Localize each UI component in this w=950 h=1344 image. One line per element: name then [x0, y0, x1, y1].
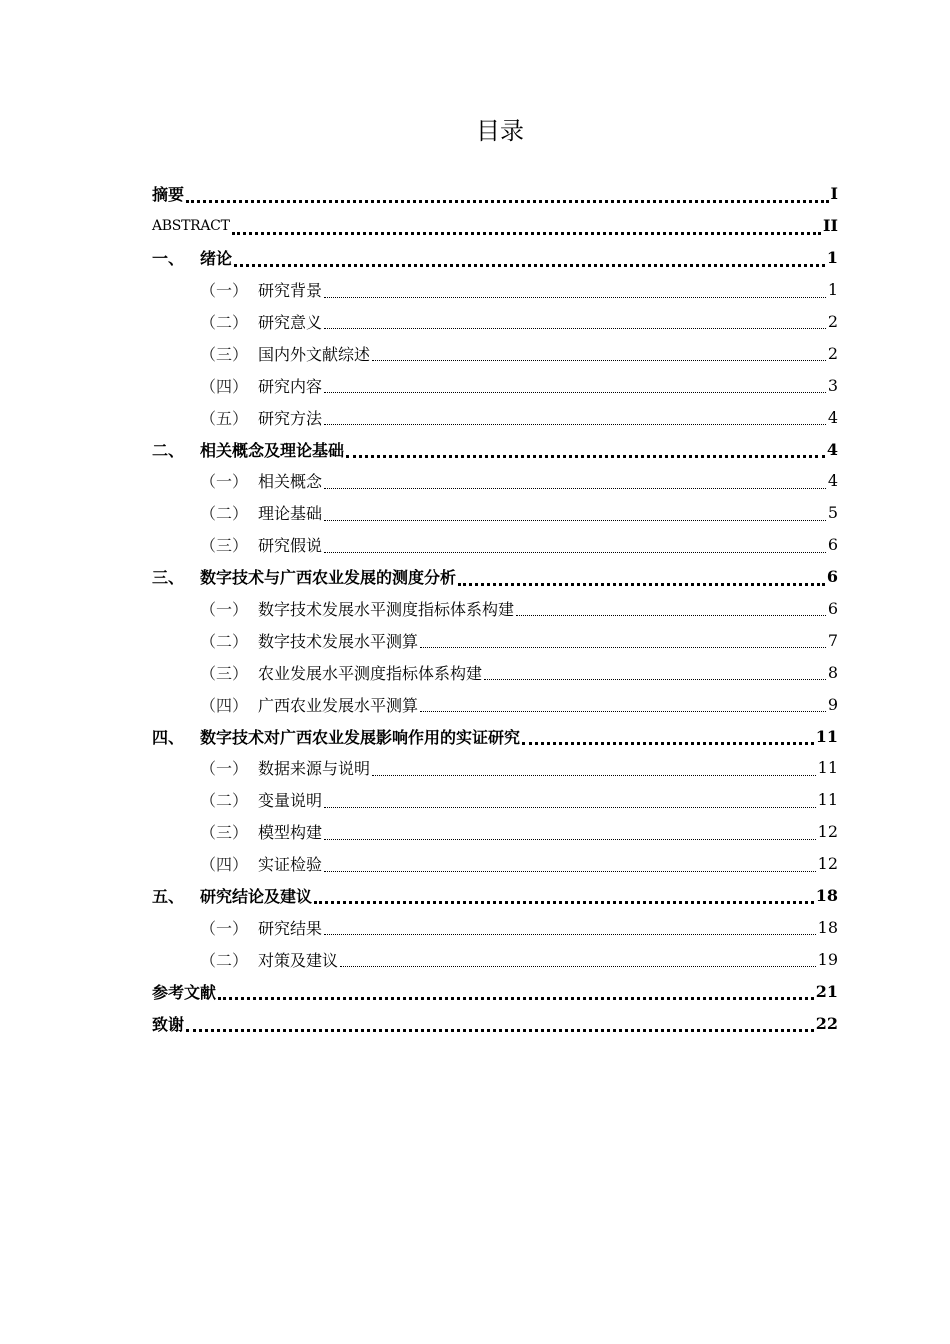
toc-entry-title: 相关概念及理论基础	[200, 440, 345, 460]
toc-entry-page-number: I	[830, 184, 838, 204]
toc-entry-title: 数字技术发展水平测度指标体系构建	[258, 600, 515, 620]
toc-entry-chapter[interactable]	[152, 433, 838, 465]
toc-entry-number: （三）	[200, 823, 249, 843]
toc-entry-title: 模型构建	[258, 823, 323, 843]
toc-entry-page-number: 4	[827, 471, 838, 491]
toc-entry-section[interactable]	[152, 656, 838, 688]
toc-entry-title: 研究内容	[258, 376, 323, 396]
toc-entry-section[interactable]	[152, 274, 838, 306]
toc-entry-number: 三、	[152, 568, 185, 588]
toc-entry-title: 研究结果	[258, 918, 323, 938]
dot-leader	[186, 1029, 814, 1032]
toc-entry-number: （一）	[200, 472, 249, 492]
dot-leader	[420, 647, 826, 648]
dot-leader	[324, 807, 816, 808]
toc-entry-page-number: 12	[817, 854, 838, 874]
toc-entry-page-number: 3	[827, 375, 838, 395]
toc-entry-page-number: 11	[817, 790, 838, 810]
toc-list	[152, 178, 838, 1039]
toc-entry-number: （二）	[200, 504, 249, 524]
toc-entry-section[interactable]	[152, 529, 838, 561]
toc-entry-title: 研究背景	[258, 281, 323, 301]
dot-leader	[516, 615, 826, 616]
toc-entry-page-number: 4	[827, 407, 838, 427]
dot-leader	[420, 711, 826, 712]
toc-entry-section[interactable]	[152, 624, 838, 656]
toc-entry-section[interactable]	[152, 816, 838, 848]
toc-entry-title: 理论基础	[258, 504, 323, 524]
dot-leader	[186, 200, 829, 203]
toc-entry-section[interactable]	[152, 688, 838, 720]
toc-entry-section[interactable]	[152, 337, 838, 369]
toc-entry-page-number: 18	[817, 917, 838, 937]
dot-leader	[324, 488, 826, 489]
dot-leader	[324, 424, 826, 425]
toc-entry-title: 对策及建议	[258, 950, 339, 970]
toc-entry-chapter[interactable]	[152, 975, 838, 1007]
toc-entry-title: 研究方法	[258, 408, 323, 428]
toc-entry-number: 五、	[152, 887, 185, 907]
toc-entry-number: 四、	[152, 727, 185, 747]
toc-entry-title: 广西农业发展水平测算	[258, 695, 419, 715]
toc-entry-title: 数字技术与广西农业发展的测度分析	[200, 568, 457, 588]
toc-entry-page-number: 5	[827, 503, 838, 523]
toc-entry-chapter[interactable]	[152, 1007, 838, 1039]
toc-entry-page-number: 19	[817, 949, 838, 969]
toc-entry-number: （二）	[200, 631, 249, 651]
dot-leader	[324, 297, 826, 298]
toc-entry-title: 数据来源与说明	[258, 759, 371, 779]
dot-leader	[324, 328, 826, 329]
toc-entry-page-number: 7	[827, 630, 838, 650]
toc-entry-number: （一）	[200, 600, 249, 620]
toc-entry-title: 实证检验	[258, 855, 323, 875]
toc-entry-title: 参考文献	[152, 982, 217, 1002]
dot-leader	[324, 552, 826, 553]
dot-leader	[232, 232, 821, 235]
toc-entry-page-number: 8	[827, 662, 838, 682]
dot-leader	[372, 360, 826, 361]
toc-entry-number: （二）	[200, 313, 249, 332]
toc-entry-number: （三）	[200, 663, 249, 683]
toc-entry-title: 农业发展水平测度指标体系构建	[258, 663, 483, 683]
dot-leader	[346, 455, 825, 458]
toc-entry-page-number: 22	[815, 1013, 838, 1033]
toc-entry-title: 摘要	[152, 185, 185, 205]
toc-entry-section[interactable]	[152, 784, 838, 816]
toc-entry-title: 研究结论及建议	[200, 887, 313, 907]
toc-entry-section[interactable]	[152, 465, 838, 497]
toc-entry-page-number: 4	[826, 439, 838, 459]
dot-leader	[372, 775, 816, 776]
toc-entry-page-number: 6	[826, 567, 838, 587]
toc-entry-page-number: 1	[826, 248, 838, 268]
toc-entry-number: （一）	[200, 759, 249, 779]
dot-leader	[324, 392, 826, 393]
toc-entry-chapter[interactable]	[152, 210, 838, 242]
toc-entry-section[interactable]	[152, 848, 838, 880]
toc-entry-number: （三）	[200, 344, 249, 364]
toc-entry-title: 数字技术发展水平测算	[258, 631, 419, 651]
dot-leader	[522, 742, 814, 745]
toc-entry-title: 研究意义	[258, 313, 323, 332]
toc-entry-number: （一）	[200, 918, 249, 938]
toc-entry-number: （四）	[200, 855, 249, 875]
toc-entry-title: 国内外文献综述	[258, 344, 371, 364]
toc-entry-title: 变量说明	[258, 791, 323, 811]
toc-entry-section[interactable]	[152, 497, 838, 529]
toc-entry-page-number: 1	[827, 280, 838, 300]
toc-entry-section[interactable]	[152, 369, 838, 401]
toc-entry-number: 一、	[152, 249, 185, 269]
dot-leader	[234, 264, 825, 267]
toc-entry-section[interactable]	[152, 943, 838, 975]
dot-leader	[324, 934, 816, 935]
dot-leader	[314, 901, 814, 904]
dot-leader	[324, 871, 816, 872]
toc-entry-page-number: 12	[817, 822, 838, 842]
toc-entry-title: 数字技术对广西农业发展影响作用的实证研究	[200, 727, 521, 747]
dot-leader	[458, 583, 825, 586]
toc-entry-page-number: 11	[815, 726, 838, 746]
toc-entry-title: 致谢	[152, 1014, 185, 1034]
toc-entry-title: 绪论	[200, 249, 233, 269]
toc-entry-number: 二、	[152, 440, 185, 460]
toc-entry-section[interactable]	[152, 306, 838, 338]
toc-entry-title: 相关概念	[258, 472, 323, 492]
toc-entry-number: （三）	[200, 536, 249, 556]
toc-entry-number: （四）	[200, 376, 249, 396]
toc-entry-page-number: 2	[827, 343, 838, 363]
toc-entry-section[interactable]	[152, 593, 838, 625]
toc-entry-chapter[interactable]	[152, 561, 838, 593]
toc-entry-section[interactable]	[152, 911, 838, 943]
dot-leader	[324, 839, 816, 840]
toc-entry-title: 研究假说	[258, 536, 323, 556]
toc-entry-section[interactable]	[152, 401, 838, 433]
toc-entry-chapter[interactable]	[152, 178, 838, 210]
toc-entry-page-number: 21	[815, 981, 838, 1001]
toc-entry-page-number: 6	[827, 535, 838, 555]
toc-entry-number: （四）	[200, 695, 249, 715]
toc-entry-section[interactable]	[152, 752, 838, 784]
toc-entry-number: （二）	[200, 791, 249, 811]
toc-entry-chapter[interactable]	[152, 880, 838, 912]
toc-entry-page-number: II	[823, 216, 838, 236]
dot-leader	[340, 966, 816, 967]
toc-entry-chapter[interactable]	[152, 242, 838, 274]
dot-leader	[484, 679, 826, 680]
toc-entry-page-number: 11	[817, 758, 838, 778]
toc-entry-number: （五）	[200, 408, 249, 428]
dot-leader	[324, 520, 826, 521]
toc-entry-page-number: 9	[827, 694, 838, 714]
toc-entry-page-number: 2	[827, 312, 838, 331]
toc-entry-number: （二）	[200, 950, 249, 970]
dot-leader	[218, 997, 814, 1000]
toc-title: 目录	[476, 117, 524, 145]
toc-entry-chapter[interactable]	[152, 720, 838, 752]
toc-entry-number: （一）	[200, 281, 249, 301]
toc-entry-page-number: 6	[827, 599, 838, 619]
toc-entry-page-number: 18	[815, 886, 838, 906]
toc-entry-title: ABSTRACT	[152, 217, 230, 234]
